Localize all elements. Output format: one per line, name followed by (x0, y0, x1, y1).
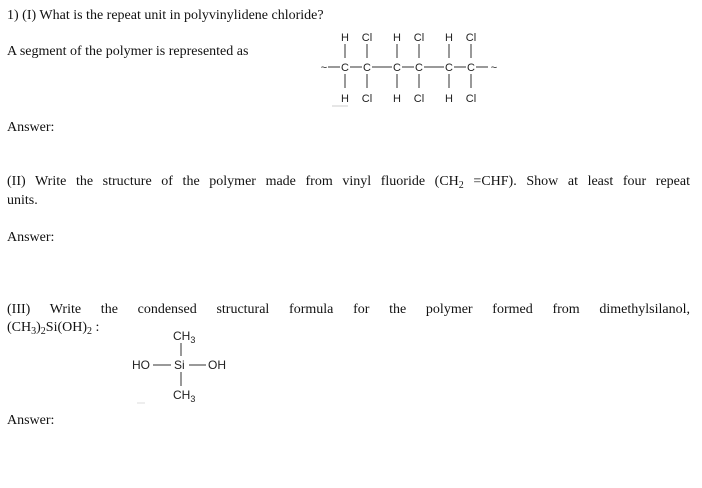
question-1-text: 1) (I) What is the repeat unit in polyvinylidene chloride? (7, 8, 324, 23)
question-2-line1: (II) Write the structure of the polymer made from vinyl fluoride $(CH_2 =CHF)$. Show at least four repeat (7, 174, 690, 191)
methyl-top: $CH_3$ (173, 329, 196, 345)
top-atom: H (445, 32, 453, 44)
top-atom: H (393, 32, 401, 44)
top-atom: Cl (361, 32, 373, 44)
question-3-line1: (III) Write the condensed structural formula for the polymer formed from dimethylsilanol, (7, 302, 690, 317)
bottom-atom: Cl (361, 93, 373, 105)
bottom-atom: Cl (413, 93, 425, 105)
bottom-atom: H (445, 93, 453, 105)
carbon-atom: C (341, 62, 349, 74)
top-atom: Cl (465, 32, 477, 44)
bottom-atom: Cl (465, 93, 477, 105)
answer-label-3: Answer: (7, 413, 55, 428)
dimethylsilanol-structure (125, 322, 245, 412)
carbon-atom: C (467, 62, 475, 74)
chain-end-right: ~ (490, 62, 498, 74)
polyvinylidene-chloride-structure (318, 28, 518, 108)
answer-label-1: Answer: (7, 120, 55, 135)
top-atom: Cl (413, 32, 425, 44)
segment-description: A segment of the polymer is represented as (7, 44, 249, 59)
question-2-line2: units. (7, 193, 38, 208)
carbon-atom: C (363, 62, 371, 74)
hydroxyl-right: OH (208, 358, 226, 372)
bottom-atom: H (341, 93, 349, 105)
top-atom: H (341, 32, 349, 44)
silicon-atom: Si (174, 358, 185, 372)
carbon-atom: C (393, 62, 401, 74)
question-3-line2: $(CH_3)_2Si(OH)_2$ : (7, 320, 100, 337)
carbon-atom: C (445, 62, 453, 74)
methyl-bottom: $CH_3$ (173, 388, 196, 404)
bottom-atom: H (393, 93, 401, 105)
carbon-atom: C (415, 62, 423, 74)
answer-label-2: Answer: (7, 230, 55, 245)
hydroxyl-left: HO (132, 358, 150, 372)
chain-end-left: ~ (320, 62, 328, 74)
